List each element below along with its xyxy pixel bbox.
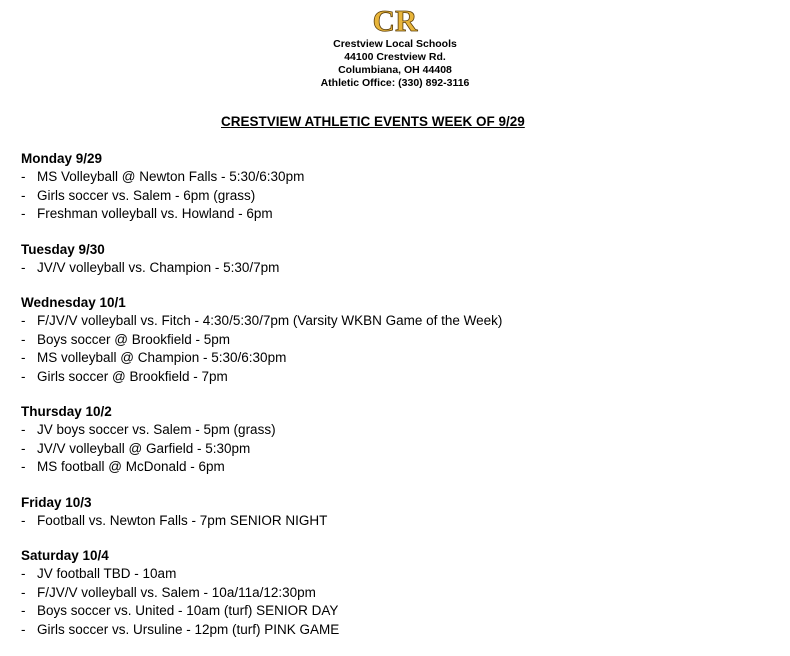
event-text: Boys soccer vs. United - 10am (turf) SENIOR DAY: [37, 603, 339, 618]
event-text: MS football @ McDonald - 6pm: [37, 459, 225, 474]
event-text: Freshman volleyball vs. Howland - 6pm: [37, 206, 273, 221]
day-heading: Thursday 10/2: [21, 404, 112, 419]
crestview-logo: [372, 2, 418, 38]
event-text: Girls soccer vs. Salem - 6pm (grass): [37, 187, 256, 203]
event-item: [21, 565, 651, 584]
dash-bullet: -: [21, 313, 26, 328]
event-item: [21, 421, 651, 440]
dash-bullet: -: [21, 459, 26, 474]
day-section: [21, 294, 651, 386]
event-item: [21, 584, 651, 603]
event-text: JV boys soccer vs. Salem - 5pm (grass): [37, 422, 276, 437]
dash-bullet: -: [21, 512, 26, 528]
dash-bullet: -: [21, 169, 26, 184]
dash-bullet: -: [21, 603, 26, 618]
athletic-office-phone: Athletic Office: (330) 892-3116: [320, 77, 470, 89]
event-item: [21, 368, 651, 387]
event-item: [21, 187, 651, 206]
day-section: [21, 241, 651, 278]
dash-bullet: -: [21, 187, 26, 203]
dash-bullet: -: [21, 350, 26, 365]
day-section: [21, 403, 651, 477]
day-heading: Wednesday 10/1: [21, 295, 126, 310]
event-item: [21, 440, 651, 459]
event-text: F/JV/V volleyball vs. Salem - 10a/11a/12:30pm: [37, 584, 316, 600]
event-text: F/JV/V volleyball vs. Fitch - 4:30/5:30/7pm (Varsity WKBN Game of the Week): [37, 313, 503, 328]
dash-bullet: -: [21, 584, 26, 600]
school-name: Crestview Local Schools: [333, 38, 457, 50]
dash-bullet: -: [21, 422, 26, 437]
event-text: MS volleyball @ Champion - 5:30/6:30pm: [37, 350, 287, 365]
event-text: JV/V volleyball vs. Champion - 5:30/7pm: [37, 259, 280, 275]
day-heading: Friday 10/3: [21, 494, 92, 510]
event-item: [21, 259, 651, 278]
day-heading: Saturday 10/4: [21, 548, 109, 563]
event-item: [21, 621, 651, 640]
event-text: MS Volleyball @ Newton Falls - 5:30/6:30pm: [37, 169, 305, 184]
dash-bullet: -: [21, 331, 26, 347]
event-item: [21, 168, 651, 187]
event-item: [21, 312, 651, 331]
events-list: [21, 150, 651, 656]
event-item: [21, 602, 651, 621]
day-heading: Tuesday 9/30: [21, 241, 105, 257]
event-text: Girls soccer @ Brookfield - 7pm: [37, 368, 228, 384]
event-text: Girls soccer vs. Ursuline - 12pm (turf) PINK GAME: [37, 621, 340, 637]
day-section: [21, 150, 651, 224]
day-heading: Monday 9/29: [21, 151, 103, 166]
dash-bullet: -: [21, 259, 26, 275]
event-text: JV football TBD - 10am: [37, 566, 177, 581]
page-title: CRESTVIEW ATHLETIC EVENTS WEEK OF 9/29: [221, 114, 525, 129]
logo-letters: CR: [372, 3, 418, 38]
school-street: 44100 Crestview Rd.: [344, 51, 446, 63]
event-text: Boys soccer @ Brookfield - 5pm: [37, 331, 231, 347]
event-item: [21, 349, 651, 368]
dash-bullet: -: [21, 566, 26, 581]
event-item: [21, 512, 651, 531]
dash-bullet: -: [21, 440, 26, 456]
event-item: [21, 205, 651, 224]
dash-bullet: -: [21, 206, 26, 221]
school-city: Columbiana, OH 44408: [338, 64, 452, 76]
event-text: Football vs. Newton Falls - 7pm SENIOR NIGHT: [37, 512, 328, 528]
event-item: [21, 458, 651, 477]
day-section: [21, 494, 651, 531]
event-item: [21, 331, 651, 350]
day-section: [21, 547, 651, 639]
dash-bullet: -: [21, 368, 26, 384]
dash-bullet: -: [21, 621, 26, 637]
event-text: JV/V volleyball @ Garfield - 5:30pm: [37, 440, 251, 456]
